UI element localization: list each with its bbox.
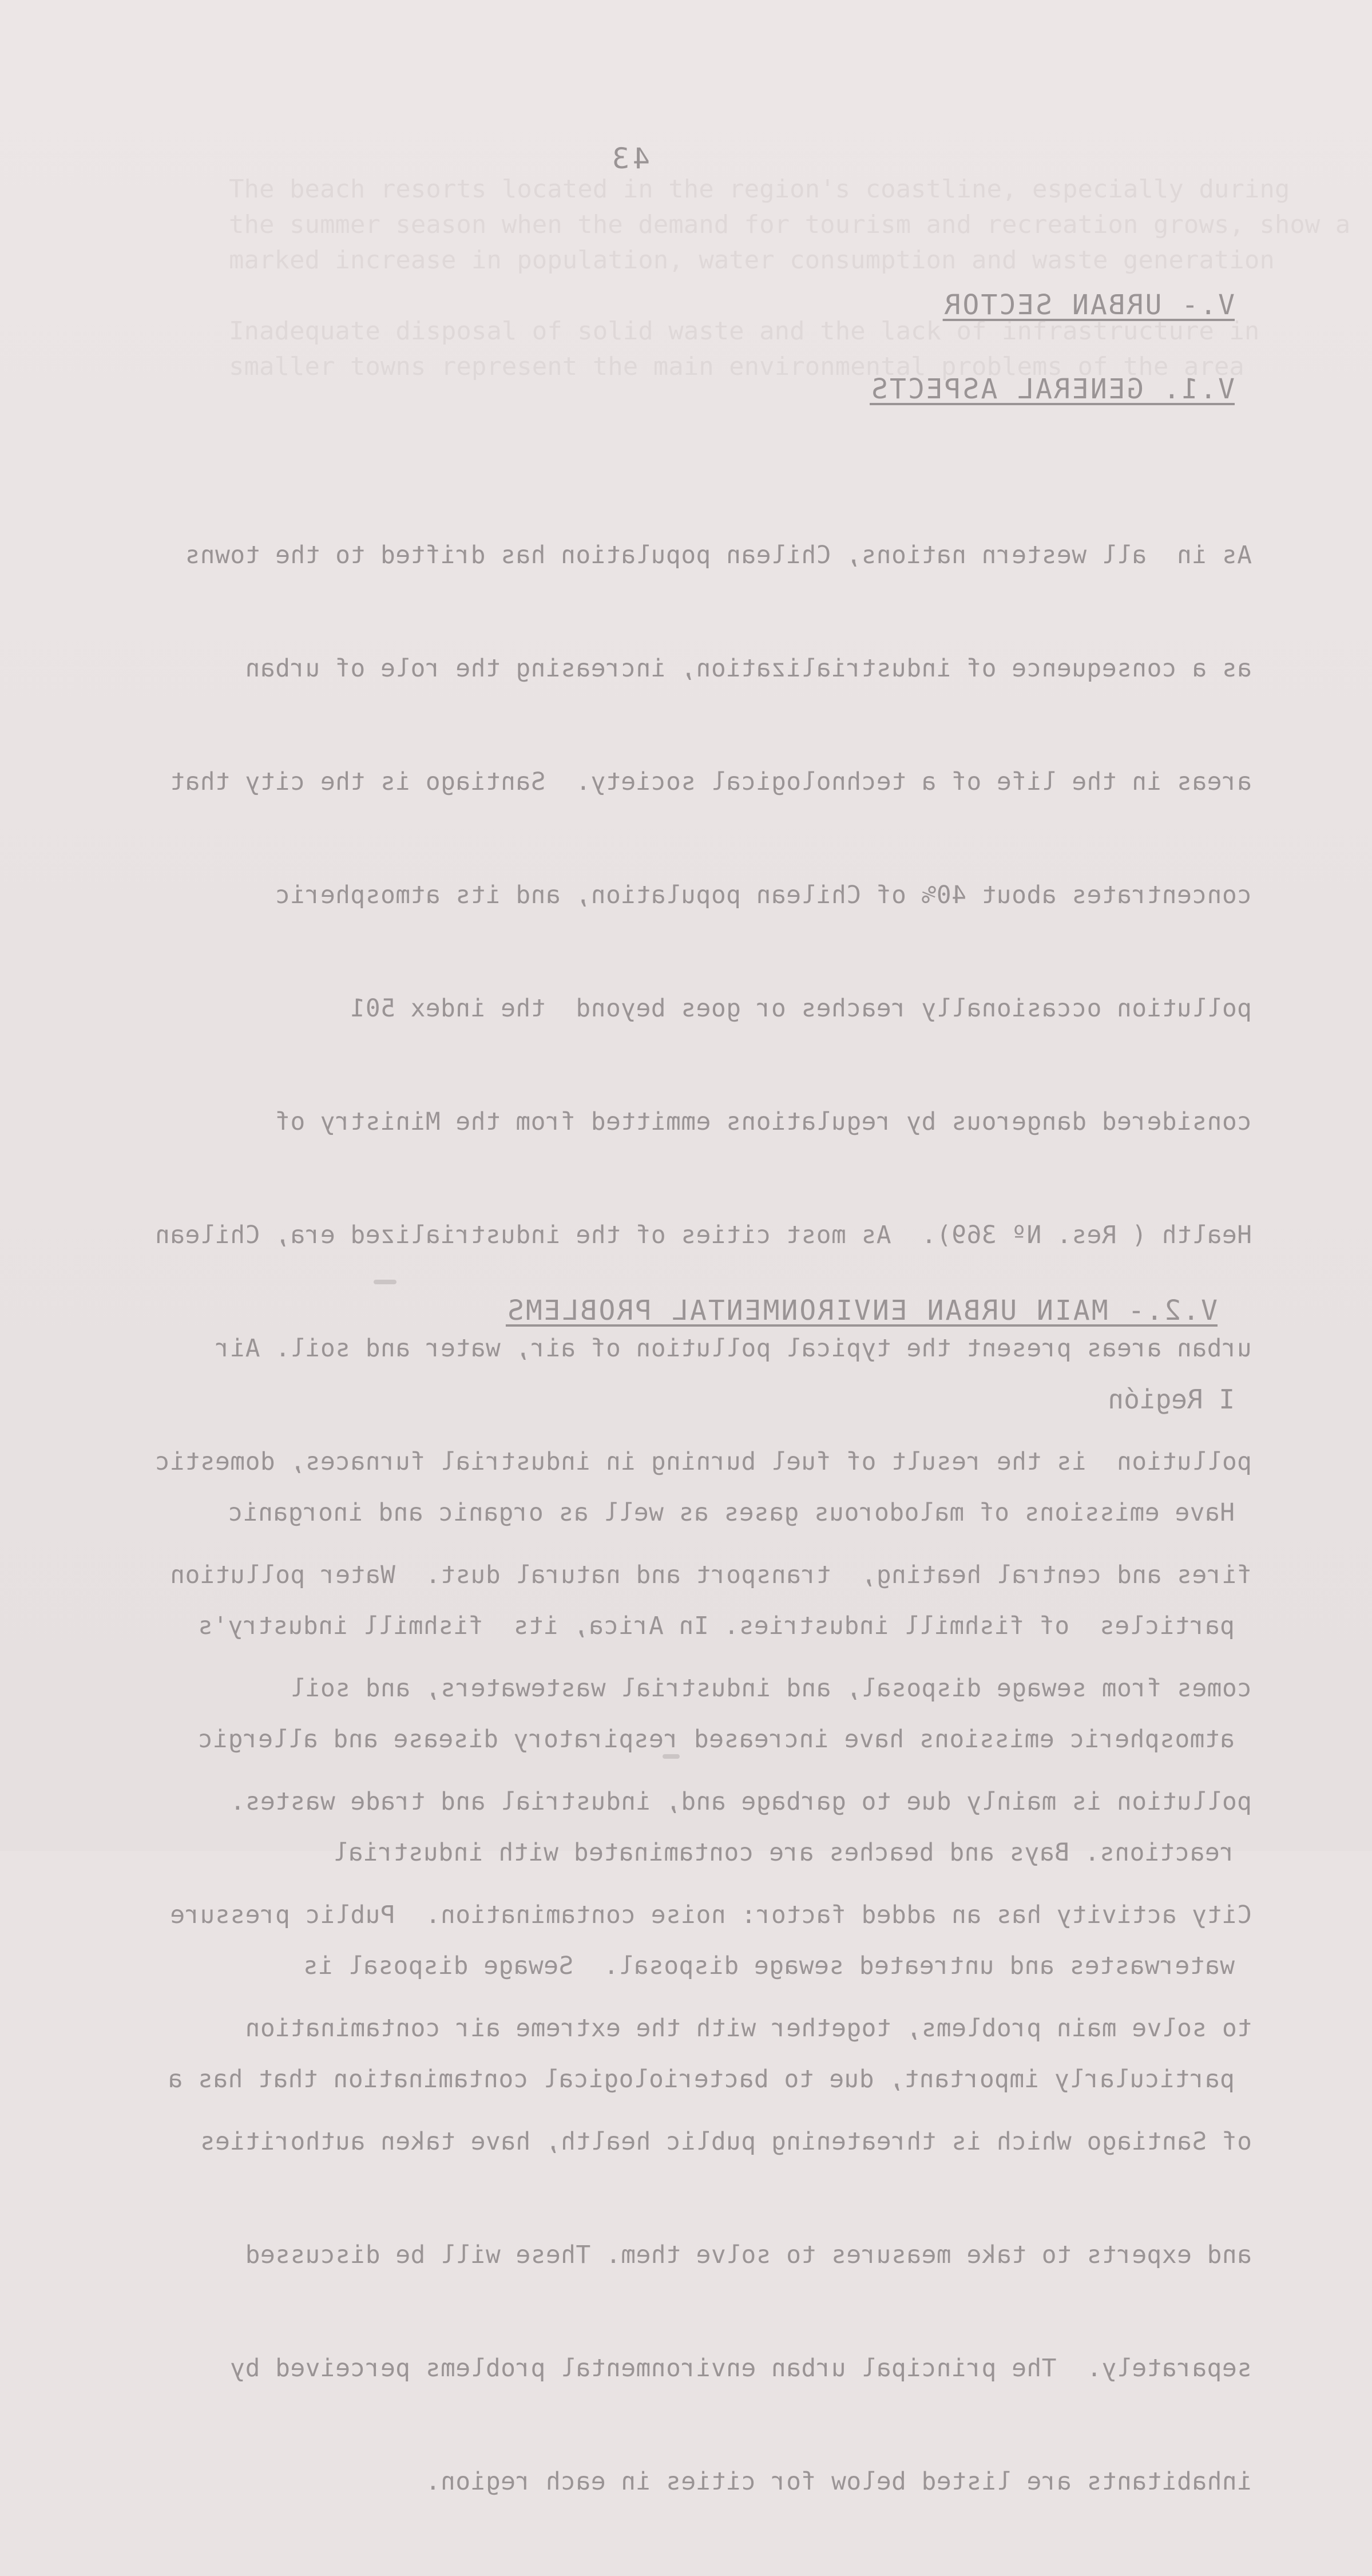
show-through-text: The beach resorts located in the region's coastline, especially during the summer season when the demand for tourism and recreation grows, show a marked increase in population, water consumption and waste generation Inadequate disposal of solid waste and the lack of infrastructure in smaller towns represent the main environmental problems of the area bbox=[229, 175, 1351, 381]
text-line: areas in the life of a technological society. Santiago is the city that bbox=[169, 767, 1252, 796]
text-line: pollution is mainly due to garbage and, industrial and trade wastes. bbox=[229, 1787, 1252, 1816]
text-line: pollution is the result of fuel burning in industrial furnaces, domestic bbox=[154, 1447, 1252, 1476]
text-line: inhabitants are listed below for cities in each region. bbox=[425, 2467, 1252, 2496]
text-line: fires and central heating, transport and natural dust. Water pollution bbox=[169, 1561, 1252, 1589]
text-line: urban areas present the typical pollution of air, water and soil. Air bbox=[215, 1334, 1252, 1363]
paragraph-region-i bbox=[168, 1418, 1235, 2174]
page-number: 43 bbox=[608, 142, 650, 175]
text-line: concentrates about 40% of Chilean population, and its atmospheric bbox=[275, 881, 1252, 909]
text-line: waterwastes and untreated sewage disposal. Sewage disposal is bbox=[303, 1952, 1235, 1980]
text-line: particularly important, due to bacteriological contamination that has a bbox=[168, 2065, 1235, 2094]
section-heading-urban-sector: V.- URBAN SECTOR bbox=[942, 289, 1235, 321]
text-line: to solve main problems, together with the extreme air contamination bbox=[245, 2014, 1252, 2043]
text-line: reactions. Bays and beaches are contaminated with industrial bbox=[333, 1838, 1235, 1867]
ink-smudge bbox=[374, 1280, 396, 1284]
text-line: separately. The principal urban environmental problems perceived by bbox=[229, 2354, 1252, 2383]
text-line: Health ( Res. Nº 369). As most cities of the industrialized era, Chilean bbox=[154, 1221, 1252, 1249]
section-heading-general-aspects: V.1. GENERAL ASPECTS bbox=[870, 373, 1235, 405]
text-line: as a consequence of industrialization, increasing the role of urban bbox=[245, 654, 1252, 683]
text-line: Have emissions of malodorous gases as well as organic and inorganic bbox=[228, 1498, 1235, 1527]
text-line: pollution occasionally reaches or goes beyond the index 501 bbox=[350, 994, 1252, 1023]
text-line: atmospheric emissions have increased respiratory disease and allergic bbox=[197, 1725, 1235, 1754]
ink-smudge bbox=[663, 1754, 680, 1759]
text-line: of Santiago which is threatening public health, have taken authorities bbox=[200, 2127, 1252, 2156]
text-line: City activity has an added factor: noise contamination. Public pressure bbox=[169, 1901, 1252, 1929]
text-line: considered dangerous by regulations emmitted from the Ministry of bbox=[275, 1107, 1252, 1136]
region-title: I Región bbox=[1108, 1384, 1235, 1415]
text-line: particles of fishmill industries. In Arica, its fishmill industry's bbox=[197, 1612, 1235, 1640]
text-line: comes from sewage disposal, and industrial wastewaters, and soil bbox=[290, 1674, 1252, 1703]
section-heading-main-problems: V.2.- MAIN URBAN ENVIRONMENTAL PROBLEMS bbox=[505, 1295, 1218, 1327]
text-line: and experts to take measures to solve them. These will be discussed bbox=[245, 2241, 1252, 2269]
text-line: As in all western nations, Chilean population has drifted to the towns bbox=[185, 541, 1252, 569]
